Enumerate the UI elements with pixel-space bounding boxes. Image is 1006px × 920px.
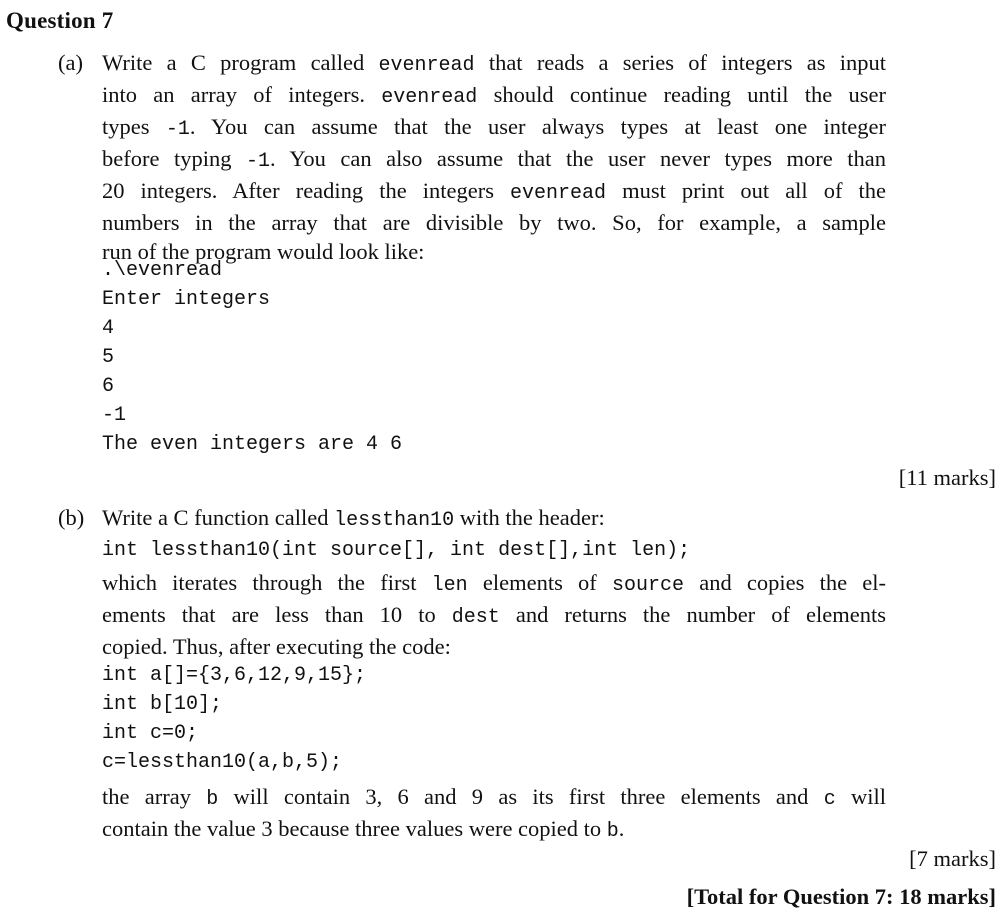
text-run: elements of	[467, 570, 612, 595]
text-run: 20 integers. After reading the integers	[102, 178, 511, 203]
text-run: numbers in the array that are divisible by two. So, for example, a sample	[102, 210, 886, 235]
part-b-marks: [7 marks]	[909, 846, 996, 871]
text-run: . You can assume that the user always types at least one integer	[189, 114, 887, 139]
part-b-result	[102, 782, 886, 846]
question-title: Question 7	[6, 8, 114, 33]
text-line	[102, 48, 886, 80]
part-a-text	[102, 48, 886, 266]
text-line	[102, 814, 886, 846]
code-line: int c=0;	[102, 722, 199, 745]
text-run: will contain 3, 6 and 9 as its first three elements and	[218, 784, 824, 809]
code-line: The even integers are 4 6	[102, 433, 403, 456]
text-run: .	[618, 816, 625, 841]
text-run: and copies the el-	[684, 570, 886, 595]
text-run: into an array of integers.	[102, 82, 382, 107]
text-run: Write a C function called	[102, 505, 335, 530]
text-run: the array	[102, 784, 207, 809]
code-line: int b[10];	[102, 693, 223, 716]
part-a-sample-run	[102, 256, 402, 459]
inline-code: len	[431, 574, 468, 597]
text-run: must print out all of the	[606, 178, 886, 203]
inline-code: b	[206, 788, 219, 811]
text-run: run of the program would look like:	[102, 239, 425, 264]
text-run: ements that are less than 10 to	[102, 602, 452, 627]
text-line	[102, 782, 886, 814]
code-line: 4	[102, 317, 115, 340]
text-run: should continue reading until the user	[477, 82, 886, 107]
inline-code: source	[612, 574, 685, 597]
code-line: Enter integers	[102, 288, 271, 311]
part-a-label: (a)	[58, 50, 83, 75]
function-header-code: int lessthan10(int source[], int dest[],int len);	[102, 539, 691, 562]
text-line	[102, 568, 886, 600]
text-run: before typing	[102, 146, 247, 171]
text-line	[102, 600, 886, 632]
part-b-description	[102, 568, 886, 661]
inline-code: c	[823, 788, 836, 811]
inline-code: -1	[165, 118, 190, 141]
part-b-code	[102, 661, 366, 777]
text-run: that reads a series of integers as input	[474, 50, 887, 75]
inline-code: dest	[451, 606, 500, 629]
text-run: Write a C program called	[102, 50, 379, 75]
part-a-marks: [11 marks]	[898, 465, 996, 490]
inline-code: -1	[246, 150, 271, 173]
text-line	[102, 208, 886, 237]
inline-code: evenread	[381, 86, 478, 109]
text-line	[102, 632, 886, 661]
text-run: contain the value 3 because three values were copied to	[102, 816, 607, 841]
inline-code: lessthan10	[334, 509, 455, 532]
text-line	[102, 80, 886, 112]
inline-code: evenread	[378, 54, 475, 77]
inline-code: evenread	[510, 182, 607, 205]
part-b-label: (b)	[58, 505, 85, 530]
text-run: and returns the number of elements	[499, 602, 886, 627]
part-b-function-header	[102, 536, 690, 565]
part-b-intro	[102, 503, 886, 535]
text-run: types	[102, 114, 166, 139]
text-line	[102, 144, 886, 176]
text-run: will	[835, 784, 886, 809]
text-run: copied. Thus, after executing the code:	[102, 634, 451, 659]
inline-code: b	[606, 820, 619, 843]
text-line	[102, 503, 886, 535]
code-line: int a[]={3,6,12,9,15};	[102, 664, 367, 687]
question-total: [Total for Question 7: 18 marks]	[686, 884, 996, 909]
code-line: -1	[102, 404, 127, 427]
code-line: 6	[102, 375, 115, 398]
code-line: .\evenread	[102, 259, 223, 282]
text-run: . You can also assume that the user never types more than	[270, 146, 886, 171]
text-line	[102, 112, 886, 144]
code-line: 5	[102, 346, 115, 369]
text-line	[102, 176, 886, 208]
text-run: which iterates through the first	[102, 570, 432, 595]
text-run: with the header:	[454, 505, 605, 530]
code-line: c=lessthan10(a,b,5);	[102, 751, 343, 774]
